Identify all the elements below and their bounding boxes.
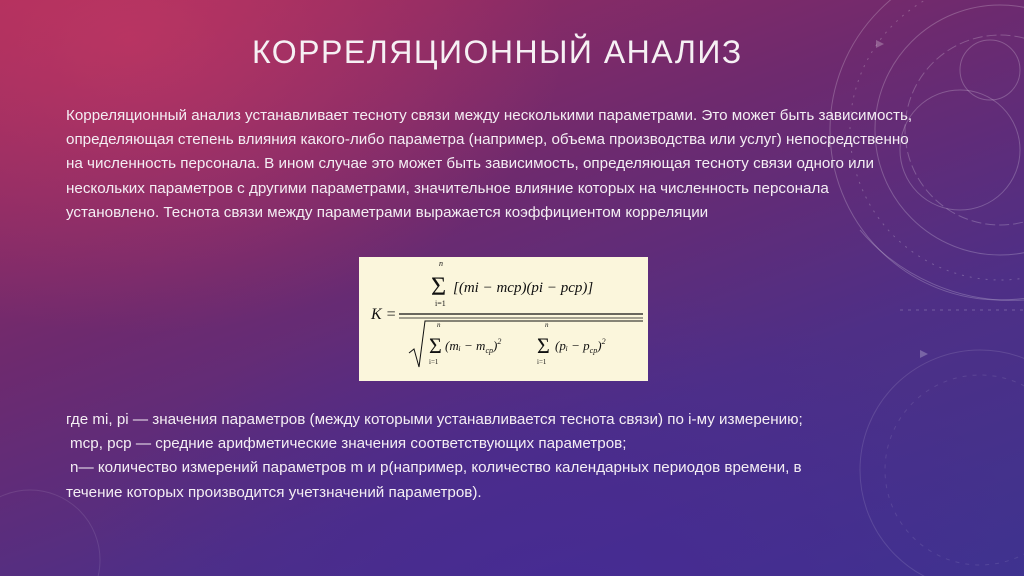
variables-legend bbox=[66, 408, 946, 505]
den-sum-lower-1: i=1 bbox=[429, 358, 439, 366]
den-sum-lower-2: i=1 bbox=[537, 358, 547, 366]
legend-line-1: где mi, pi — значения параметров (между которыми устанавливается теснота связи) по i-му измерению; bbox=[66, 411, 803, 428]
num-sum-sign: Σ bbox=[431, 272, 447, 301]
formula-graphic bbox=[359, 257, 648, 381]
legend-line-4: течение которых производится учетзначений параметров). bbox=[66, 483, 482, 501]
den-sum-sign-2: Σ bbox=[537, 333, 550, 358]
denominator-p-part: (pᵢ − $p_{ср})^2$ bbox=[555, 337, 606, 355]
formula-lhs: K = bbox=[371, 306, 397, 323]
num-sum-lower: i=1 bbox=[435, 299, 446, 308]
legend-line-2: mср, pср — средние арифметические значения соответствующих параметров; bbox=[70, 435, 627, 453]
legend-line-3: n— количество измерений параметров m и p(например, количество календарных периодов времени, в bbox=[70, 459, 802, 477]
correlation-formula bbox=[359, 257, 648, 381]
num-sum-upper: n bbox=[439, 259, 443, 268]
intro-paragraph: Корреляционный анализ устанавливает тесноту связи между несколькими параметрами. Это может быть зависимость, определяющая степень влияния какого-либо параметра (например, объема производства или услуг) непосредственно на численность персонала. В ином случае это может быть зависимость, определяющая тесноту связи одного или нескольких параметров с другими параметрами, значительное влияние которых на численность персонала установлено. Теснота связи между параметрами выражается коэффициентом корреляции bbox=[66, 107, 913, 221]
slide-title: КОРРЕЛЯЦИОННЫЙ АНАЛИЗ bbox=[252, 34, 743, 70]
den-sum-upper-2: n bbox=[545, 321, 549, 329]
den-sum-sign-1: Σ bbox=[429, 333, 442, 358]
den-sum-upper-1: n bbox=[437, 321, 441, 329]
numerator-expression: [(mi − mср)(pi − pср)] bbox=[453, 280, 594, 296]
denominator-m-part: (mᵢ − $m_{ср})^2$ bbox=[445, 337, 502, 355]
